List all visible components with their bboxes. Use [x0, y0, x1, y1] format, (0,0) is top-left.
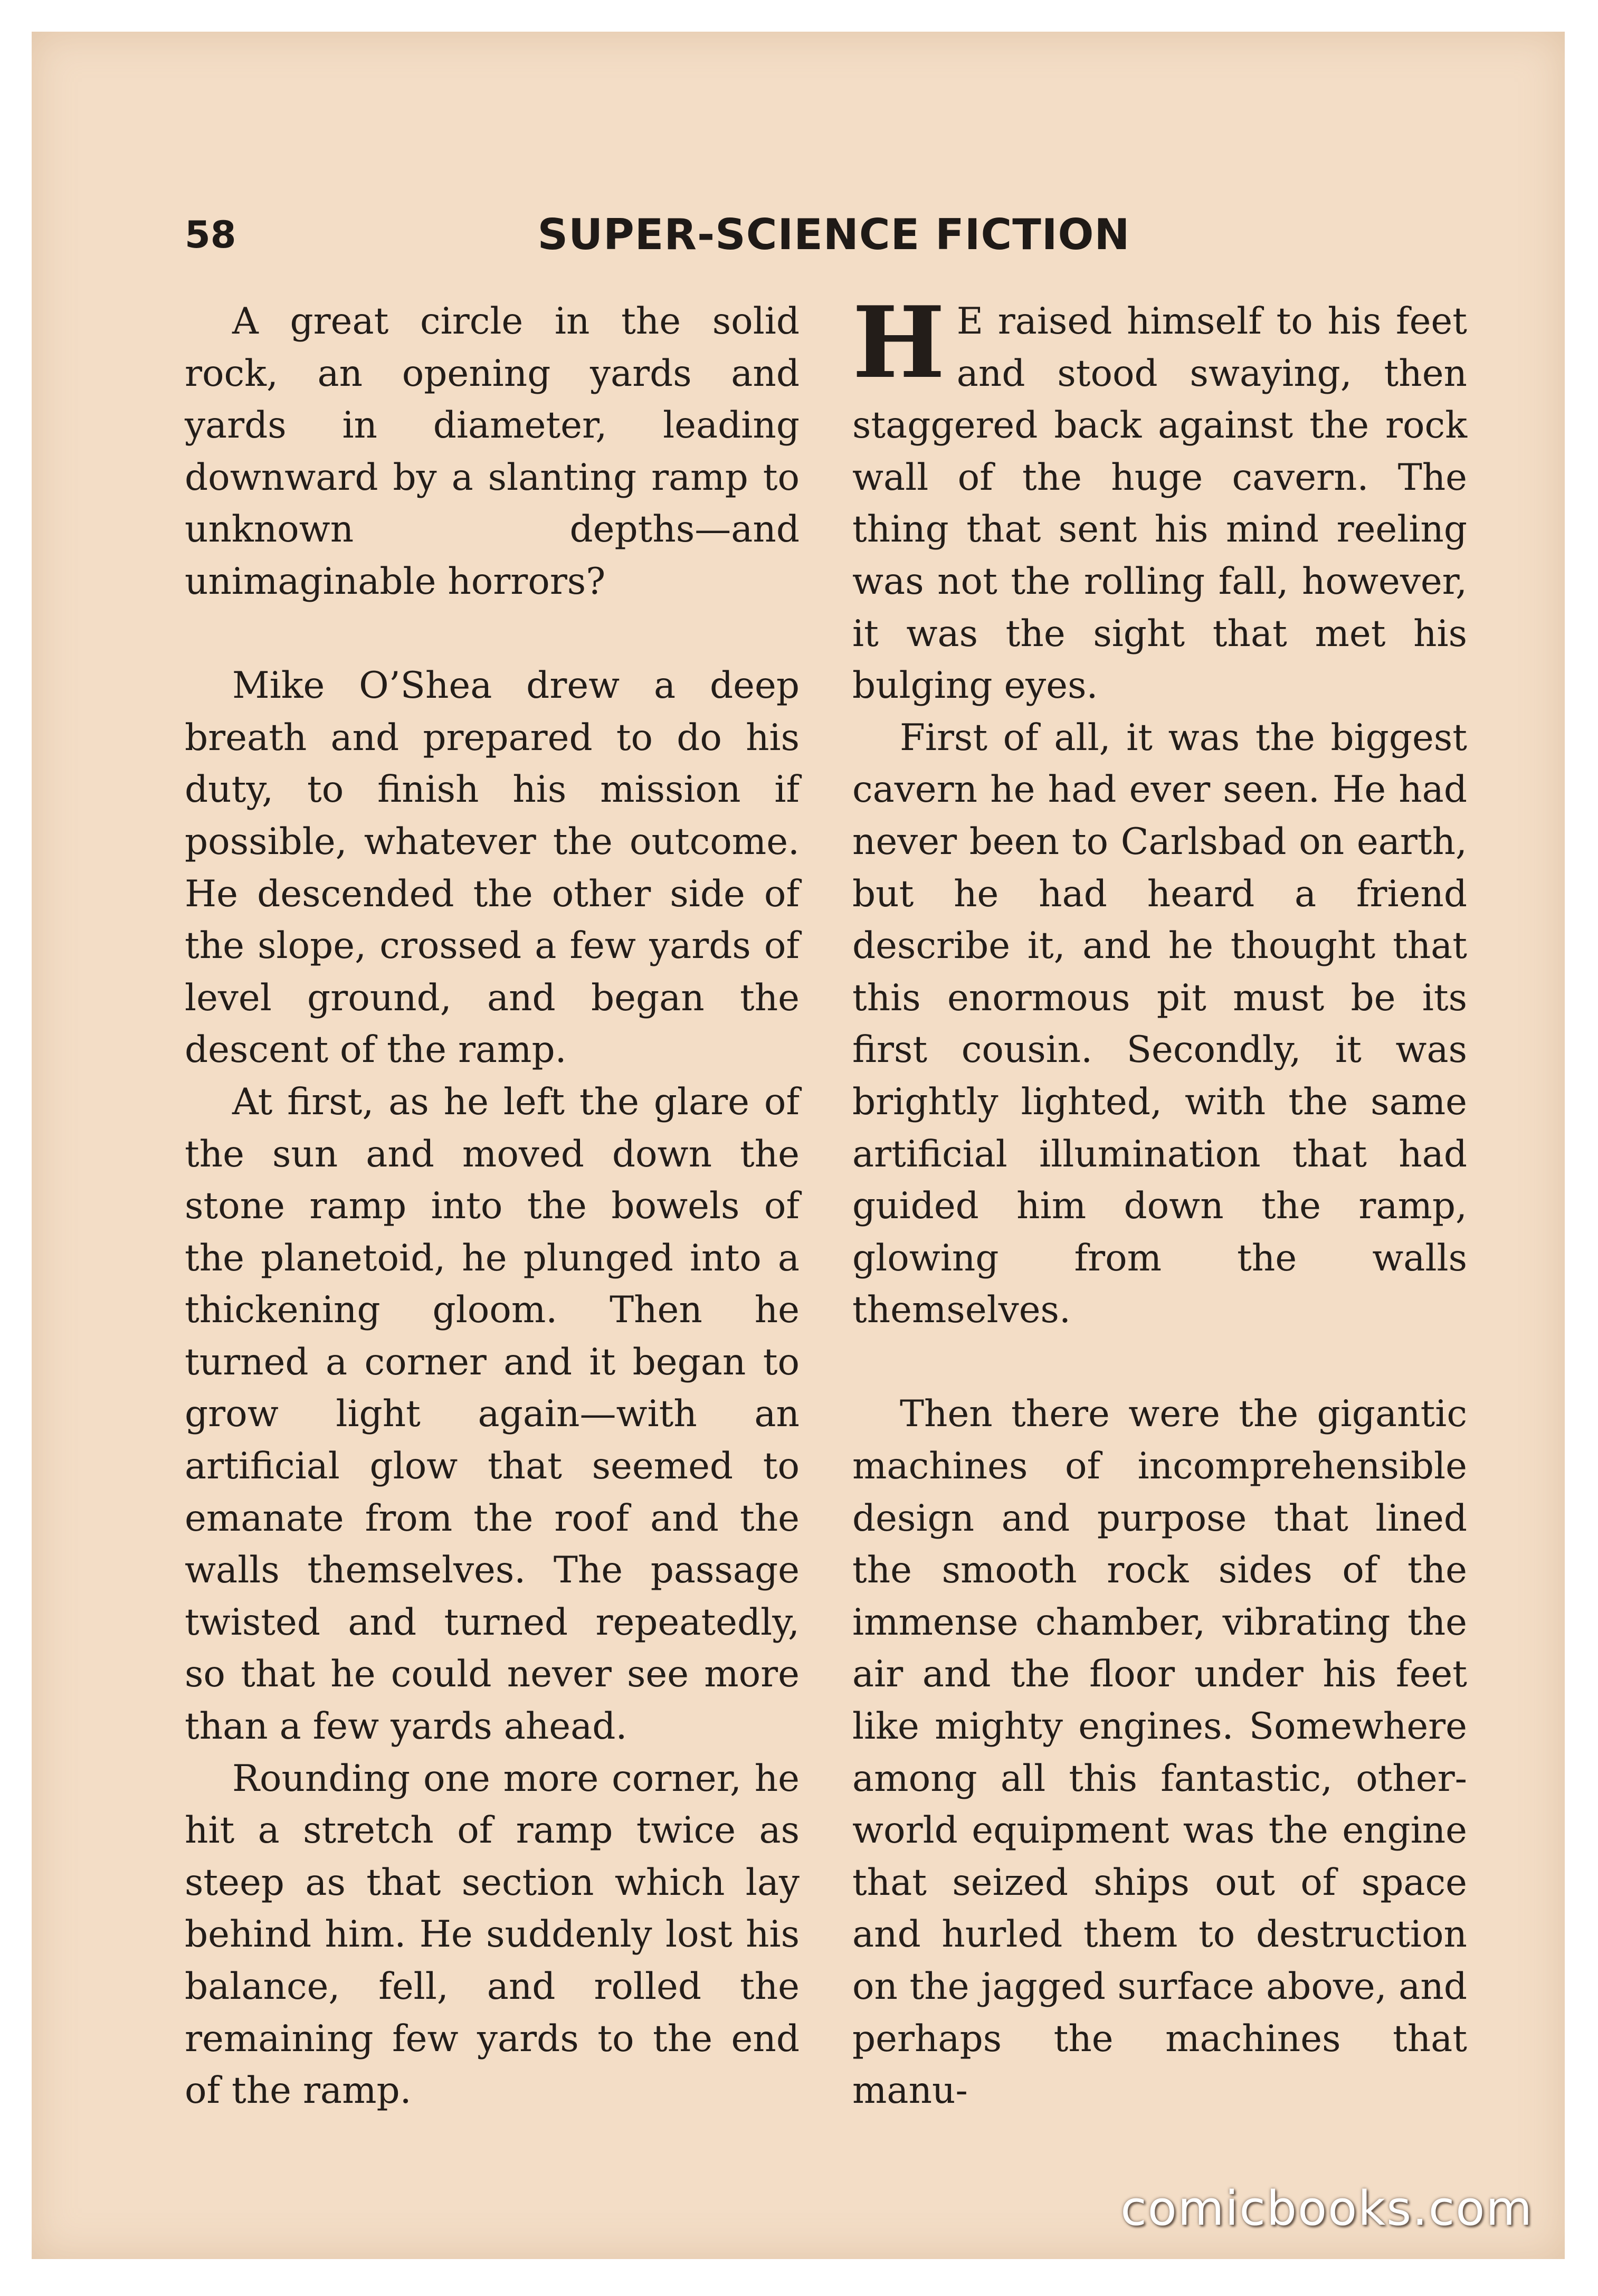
page-number: 58 — [185, 213, 236, 257]
paragraph-4: Rounding one more corner, he hit a stretch of ramp twice as steep as that section which lay behind him. He suddenly lost his balance, fell, and rolled the remaining few yards to the end of the ramp. — [185, 1757, 800, 2112]
magazine-title: SUPER-SCIENCE FICTION — [537, 210, 1130, 259]
right-text-column — [852, 284, 1467, 2117]
magazine-page — [32, 32, 1565, 2259]
running-header — [185, 190, 1483, 264]
paragraph-3: At first, as he left the glare of the sun and moved down the stone ramp into the bowels of the planetoid, he plunged into a thickening gloom. Then he turned a corner and it began to grow light again—with an artificial glow that seemed to emanate from the roof and the walls themselves. The passage twisted and turned repeatedly, so that he could never see more than a few yards ahead. — [185, 1080, 800, 1748]
paragraph-1: A great circle in the solid rock, an opening yards and yards in diameter, leading downward by a slanting ramp to unknown depths—and unimaginable horrors? — [185, 300, 800, 603]
site-watermark: comicbooks.com — [1120, 2181, 1533, 2236]
paragraph-5-text: E raised himself to his feet and stood swaying, then staggered back against the rock wall of the huge cavern. The thing that sent his mind reeling was not the rolling fall, however, it was the sight that met his bulging eyes. — [852, 300, 1467, 707]
paragraph-2: Mike O’Shea drew a deep breath and prepared to do his duty, to finish his mission if possible, whatever the outcome. He descended the other side of the slope, crossed a few yards of level ground, and began the descent of the ramp. — [185, 665, 800, 1071]
paragraph-7: Then there were the gigantic machines of incomprehensible design and purpose that lined the smooth rock sides of the immense chamber, vibrating the air and the floor under his feet like mighty engines. Somewhere among all this fantastic, other-world equipment was the engine that seized ships out of space and hurled them to destruction on the jagged surface above, and perhaps the machines that manu- — [852, 1393, 1467, 2112]
paragraph-5 — [852, 284, 1467, 712]
paragraph-6: First of all, it was the biggest cavern he had ever seen. He had never been to Carlsbad on earth, but he had heard a friend describe it, and he thought that this enormous pit must be its first cousin. Secondly, it was brightly lighted, with the same artificial illumination that had guided him down the ramp, glowing from the walls themselves. — [852, 716, 1467, 1332]
drop-cap: H — [852, 284, 945, 400]
left-text-column — [185, 296, 800, 2117]
